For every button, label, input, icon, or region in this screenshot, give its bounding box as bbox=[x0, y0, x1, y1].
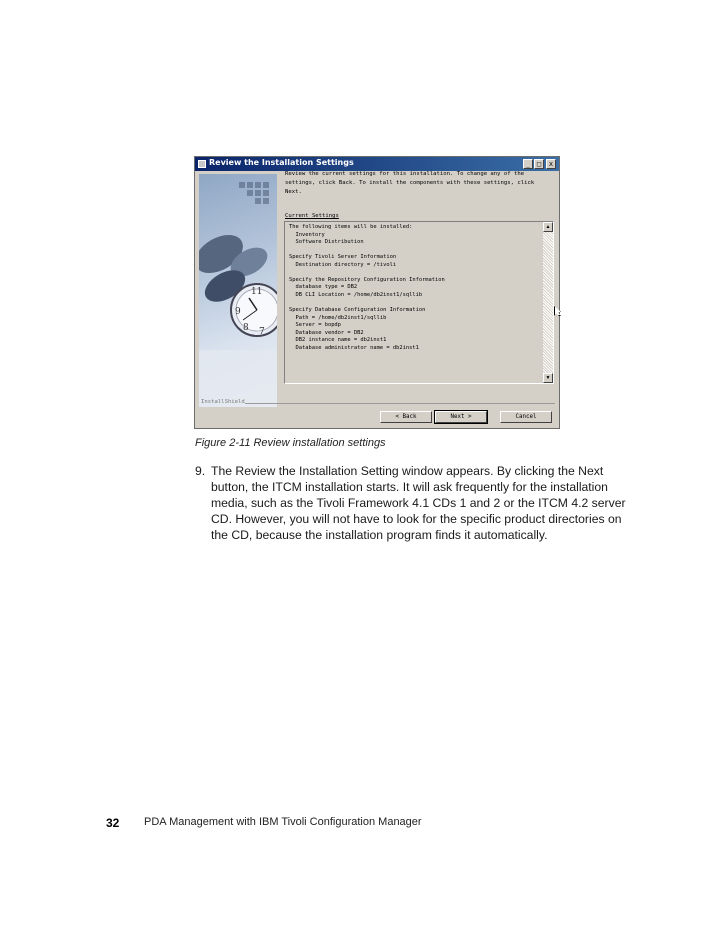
settings-line: Inventory bbox=[289, 231, 325, 238]
settings-line: DB CLI Location = /home/db2inst1/sqllib bbox=[289, 291, 423, 298]
settings-line: database type = DB2 bbox=[289, 284, 358, 291]
step-paragraph bbox=[195, 463, 635, 543]
clock-keyboard-illustration bbox=[199, 174, 277, 407]
minimize-button[interactable]: _ bbox=[523, 159, 533, 169]
settings-line: Destination directory = /tivoli bbox=[289, 261, 397, 268]
scroll-up-icon[interactable]: ▲ bbox=[543, 222, 553, 232]
settings-line: Server = bopdp bbox=[289, 322, 341, 329]
settings-line: Software Distribution bbox=[289, 239, 364, 246]
scroll-down-icon[interactable]: ▼ bbox=[543, 373, 553, 383]
settings-line bbox=[289, 269, 541, 277]
settings-line: Specify Database Configuration Information bbox=[289, 307, 426, 314]
next-button[interactable]: Next > bbox=[435, 411, 487, 423]
current-settings-label: Current Settings bbox=[285, 213, 339, 219]
book-title: PDA Management with IBM Tivoli Configuration Manager bbox=[144, 816, 422, 828]
app-icon bbox=[198, 160, 206, 168]
settings-line bbox=[289, 247, 541, 255]
intro-text: Review the current settings for this installation. To change any of the settings, click Back. To install the components with these settings, click Next. bbox=[285, 171, 535, 196]
close-button[interactable]: x bbox=[546, 159, 556, 169]
footer-divider bbox=[245, 403, 555, 404]
settings-line: Specify the Repository Configuration Information bbox=[289, 276, 445, 283]
settings-line: Database vendor = DB2 bbox=[289, 329, 364, 336]
step-text: The Review the Installation Setting window appears. By clicking the Next button, the ITCM installation starts. It will ask frequently for the installation media, such as the Tivoli Framework 4.1 CDs 1 and 2 or the ITCM 4.2 server CD. However, you will not have to look for the specific product directories on the CD, because the installation program finds it automatically. bbox=[211, 464, 626, 542]
settings-lines bbox=[289, 224, 541, 352]
svg-text:8: 8 bbox=[243, 323, 249, 333]
svg-text:11: 11 bbox=[251, 287, 263, 297]
maximize-button[interactable]: □ bbox=[534, 159, 544, 169]
installer-window-screenshot bbox=[194, 156, 560, 429]
settings-line: Specify Tivoli Server Information bbox=[289, 254, 397, 261]
settings-line: Path = /home/db2inst1/sqllib bbox=[289, 314, 387, 321]
current-settings-listbox[interactable] bbox=[284, 221, 554, 384]
back-button[interactable]: < Back bbox=[380, 411, 432, 423]
settings-line: Database administrator name = db2inst1 bbox=[289, 344, 419, 351]
figure-caption: Figure 2-11 Review installation settings bbox=[195, 437, 386, 449]
svg-text:9: 9 bbox=[235, 307, 241, 317]
svg-text:7: 7 bbox=[259, 327, 265, 337]
window-title: Review the Installation Settings bbox=[209, 158, 354, 167]
installer-side-artwork bbox=[199, 174, 277, 407]
settings-line bbox=[289, 299, 541, 307]
settings-line: The following items will be installed: bbox=[289, 224, 413, 230]
installshield-label: InstallShield bbox=[201, 399, 245, 405]
vertical-scrollbar[interactable] bbox=[543, 222, 553, 383]
window-title-bar bbox=[195, 157, 559, 171]
step-number: 9. bbox=[195, 464, 206, 478]
page-number: 32 bbox=[106, 816, 120, 830]
settings-line: DB2 instance name = db2inst1 bbox=[289, 337, 387, 344]
cancel-button[interactable]: Cancel bbox=[500, 411, 552, 423]
